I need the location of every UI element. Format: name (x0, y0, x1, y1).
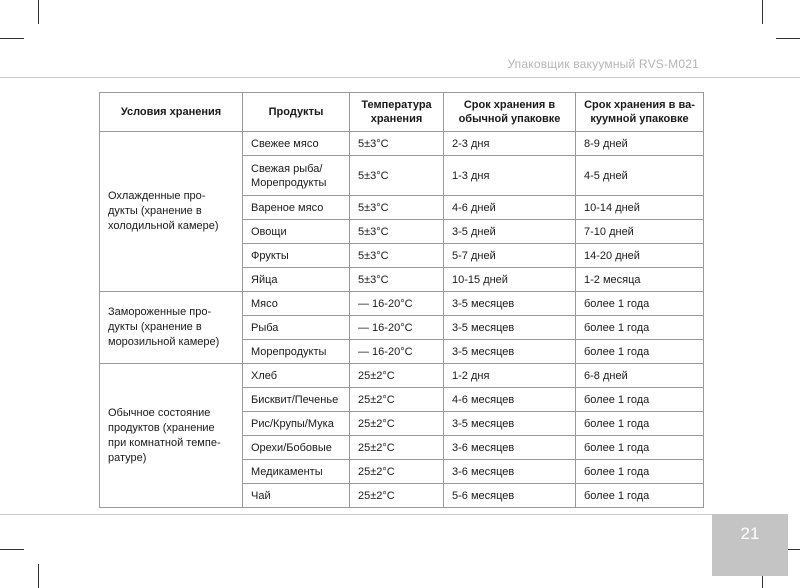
product-cell: Чай (243, 484, 350, 508)
vacuum-term-cell: 8-9 дней (576, 132, 704, 156)
temperature-cell: 5±3°С (350, 220, 444, 244)
column-header: Температура хранения (350, 93, 444, 132)
temperature-cell: 5±3°С (350, 268, 444, 292)
storage-condition-cell: Замороженные про-дукты (хранение в морозильной камере) (100, 292, 243, 364)
storage-condition-cell: Охлажденные про-дукты (хранение в холодильной камере) (100, 132, 243, 292)
normal-term-cell: 3-5 дней (444, 220, 576, 244)
storage-table (99, 92, 704, 508)
table-row (100, 292, 704, 316)
crop-mark (762, 0, 763, 24)
product-cell: Рыба (243, 316, 350, 340)
product-cell: Орехи/Бобовые (243, 436, 350, 460)
vacuum-term-cell: 14-20 дней (576, 244, 704, 268)
temperature-cell: 25±2°С (350, 436, 444, 460)
normal-term-cell: 3-5 месяцев (444, 412, 576, 436)
vacuum-term-cell: более 1 года (576, 412, 704, 436)
normal-term-cell: 1-3 дня (444, 156, 576, 196)
temperature-cell: — 16-20°С (350, 292, 444, 316)
product-cell: Свежая рыба/ Морепродукты (243, 156, 350, 196)
product-cell: Яйца (243, 268, 350, 292)
vacuum-term-cell: более 1 года (576, 460, 704, 484)
temperature-cell: — 16-20°С (350, 316, 444, 340)
vacuum-term-cell: более 1 года (576, 484, 704, 508)
running-header: Упаковщик вакуумный RVS-M021 (507, 57, 699, 71)
product-cell: Бисквит/Печенье (243, 388, 350, 412)
vacuum-term-cell: 4-5 дней (576, 156, 704, 196)
temperature-cell: 25±2°С (350, 460, 444, 484)
product-cell: Медикаменты (243, 460, 350, 484)
normal-term-cell: 4-6 дней (444, 196, 576, 220)
product-cell: Мясо (243, 292, 350, 316)
vacuum-term-cell: более 1 года (576, 436, 704, 460)
vacuum-term-cell: 7-10 дней (576, 220, 704, 244)
temperature-cell: 5±3°С (350, 196, 444, 220)
normal-term-cell: 2-3 дня (444, 132, 576, 156)
temperature-cell: 25±2°С (350, 388, 444, 412)
normal-term-cell: 5-7 дней (444, 244, 576, 268)
column-header: Срок хранения в ва-куумной упаковке (576, 93, 704, 132)
table-row (100, 132, 704, 156)
normal-term-cell: 3-6 месяцев (444, 460, 576, 484)
crop-mark (38, 564, 39, 588)
crop-mark (776, 38, 800, 39)
temperature-cell: 25±2°С (350, 412, 444, 436)
normal-term-cell: 4-6 месяцев (444, 388, 576, 412)
product-cell: Овощи (243, 220, 350, 244)
column-header: Условия хранения (100, 93, 243, 132)
column-header: Продукты (243, 93, 350, 132)
temperature-cell: 5±3°С (350, 156, 444, 196)
temperature-cell: 25±2°С (350, 484, 444, 508)
temperature-cell: 5±3°С (350, 244, 444, 268)
normal-term-cell: 3-6 месяцев (444, 436, 576, 460)
vacuum-term-cell: 10-14 дней (576, 196, 704, 220)
product-cell: Морепродукты (243, 340, 350, 364)
normal-term-cell: 3-5 месяцев (444, 340, 576, 364)
crop-mark (0, 38, 24, 39)
vacuum-term-cell: более 1 года (576, 316, 704, 340)
column-header: Срок хранения в обычной упаковке (444, 93, 576, 132)
temperature-cell: 25±2°С (350, 364, 444, 388)
normal-term-cell: 3-5 месяцев (444, 292, 576, 316)
normal-term-cell: 10-15 дней (444, 268, 576, 292)
temperature-cell: — 16-20°С (350, 340, 444, 364)
table-header-row (100, 93, 704, 132)
temperature-cell: 5±3°С (350, 132, 444, 156)
crop-mark (38, 0, 39, 24)
header-divider (0, 77, 800, 78)
product-cell: Свежее мясо (243, 132, 350, 156)
product-cell: Фрукты (243, 244, 350, 268)
crop-mark (0, 549, 24, 550)
vacuum-term-cell: более 1 года (576, 340, 704, 364)
normal-term-cell: 3-5 месяцев (444, 316, 576, 340)
table-row (100, 364, 704, 388)
normal-term-cell: 5-6 месяцев (444, 484, 576, 508)
product-cell: Рис/Крупы/Мука (243, 412, 350, 436)
product-cell: Хлеб (243, 364, 350, 388)
storage-condition-cell: Обычное состояние продуктов (хранение при комнатной темпе-ратуре) (100, 364, 243, 508)
normal-term-cell: 1-2 дня (444, 364, 576, 388)
vacuum-term-cell: 6-8 дней (576, 364, 704, 388)
vacuum-term-cell: более 1 года (576, 292, 704, 316)
product-cell: Вареное мясо (243, 196, 350, 220)
vacuum-term-cell: 1-2 месяца (576, 268, 704, 292)
vacuum-term-cell: более 1 года (576, 388, 704, 412)
footer-divider (0, 514, 712, 515)
page-number: 21 (712, 514, 788, 576)
